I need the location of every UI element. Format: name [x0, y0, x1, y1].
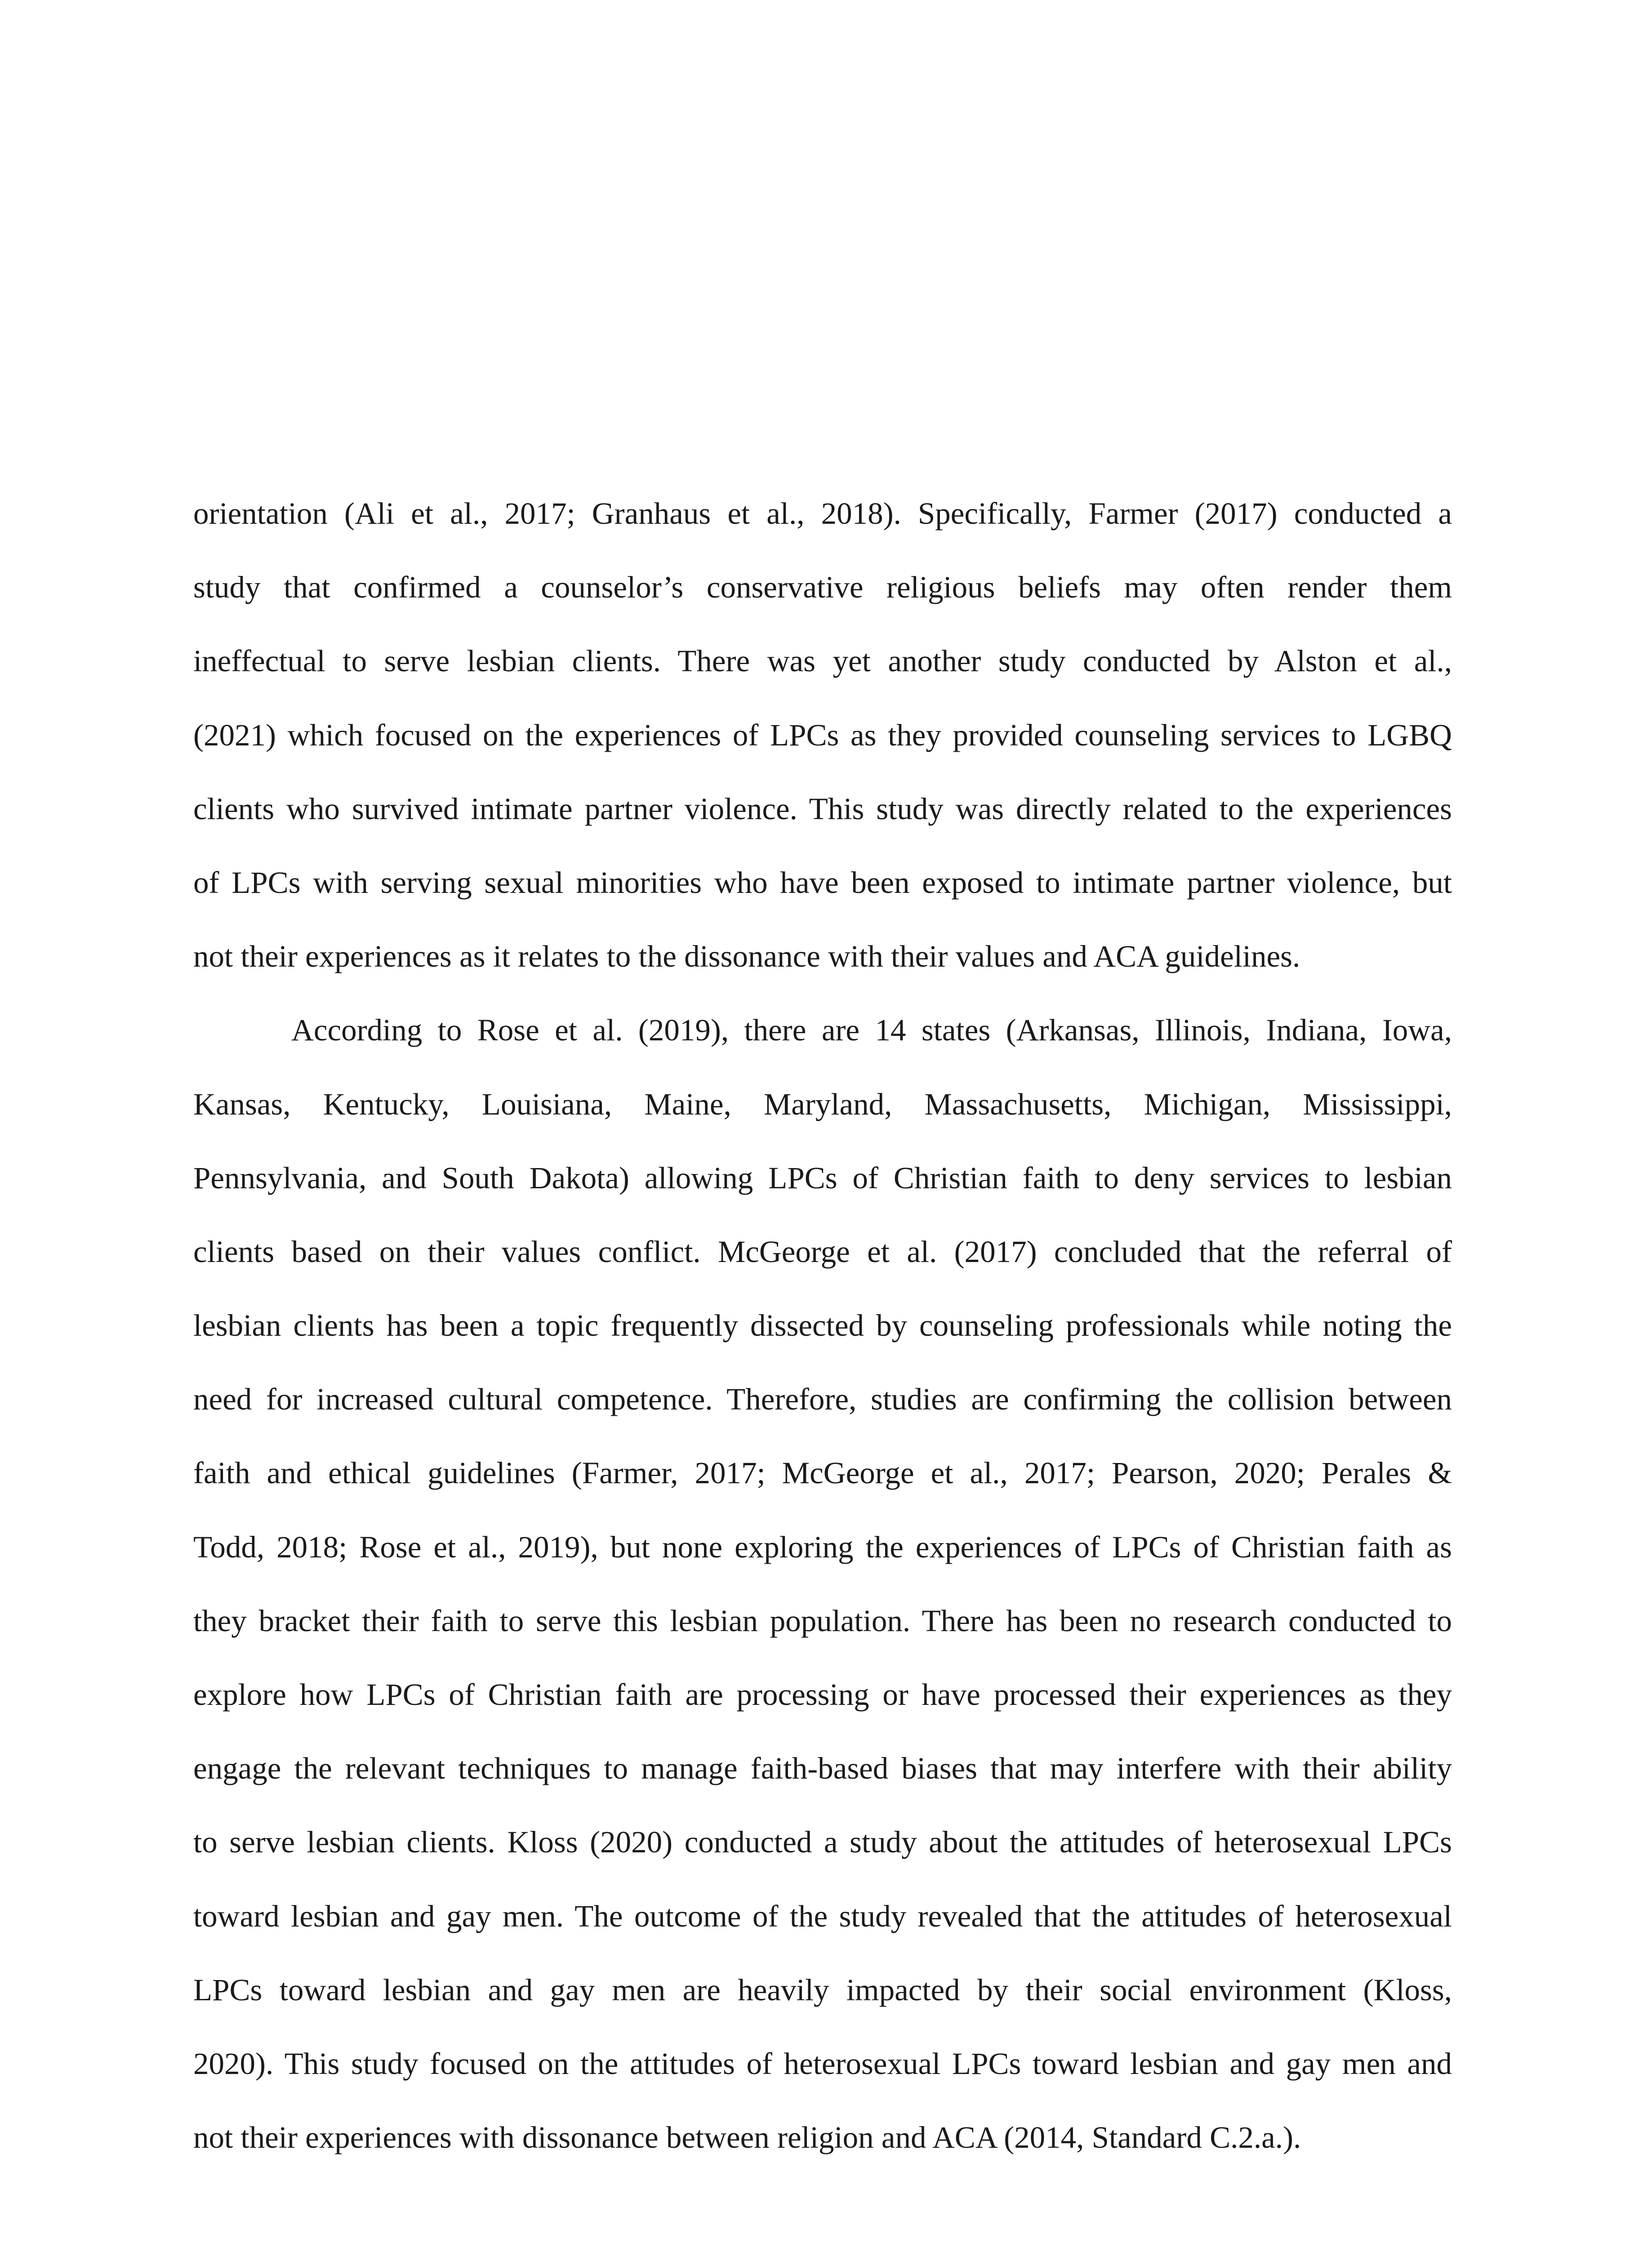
paragraph-2-line: to serve lesbian clients. Kloss (2020) conducted a study about the attitudes of heterosexual LPCs — [193, 1825, 1452, 1860]
paragraph-2-line: 2020). This study focused on the attitudes of heterosexual LPCs toward lesbian and gay men and — [193, 2046, 1452, 2081]
paragraph-2-line: clients based on their values conflict. McGeorge et al. (2017) concluded that the referral of — [193, 1234, 1452, 1269]
paragraph-2-line: explore how LPCs of Christian faith are processing or have processed their experiences as they — [193, 1677, 1452, 1712]
paragraph-2-line: Pennsylvania, and South Dakota) allowing LPCs of Christian faith to deny services to lesbian — [193, 1160, 1452, 1195]
paragraph-2-line: lesbian clients has been a topic frequently dissected by counseling professionals while noting the — [193, 1308, 1452, 1343]
paragraph-2-line: toward lesbian and gay men. The outcome of the study revealed that the attitudes of heterosexual — [193, 1899, 1452, 1933]
paragraph-1-line: not their experiences as it relates to the dissonance with their values and ACA guidelines. — [193, 939, 1300, 974]
paragraph-1-line: orientation (Ali et al., 2017; Granhaus et al., 2018). Specifically, Farmer (2017) conducted a — [193, 496, 1452, 531]
paragraph-2-line: Kansas, Kentucky, Louisiana, Maine, Maryland, Massachusetts, Michigan, Mississippi, — [193, 1087, 1452, 1121]
paragraph-1-line: (2021) which focused on the experiences of LPCs as they provided counseling services to LGBQ — [193, 718, 1452, 752]
body-text — [193, 477, 1452, 2174]
paragraph-2-line: LPCs toward lesbian and gay men are heavily impacted by their social environment (Kloss, — [193, 1972, 1452, 2007]
paragraph-2-line: faith and ethical guidelines (Farmer, 2017; McGeorge et al., 2017; Pearson, 2020; Perales & — [193, 1456, 1452, 1490]
paragraph-2-line: they bracket their faith to serve this lesbian population. There has been no research conducted to — [193, 1603, 1452, 1638]
paragraph-2-line: engage the relevant techniques to manage faith-based biases that may interfere with their ability — [193, 1751, 1452, 1786]
paragraph-2-line: need for increased cultural competence. Therefore, studies are confirming the collision between — [193, 1382, 1452, 1417]
paragraph-2-line: not their experiences with dissonance between religion and ACA (2014, Standard C.2.a.). — [193, 2120, 1301, 2155]
paragraph-1-line: clients who survived intimate partner violence. This study was directly related to the experiences — [193, 791, 1452, 826]
paragraph-2-line: Todd, 2018; Rose et al., 2019), but none exploring the experiences of LPCs of Christian faith as — [193, 1530, 1452, 1564]
paragraph-1-line: ineffectual to serve lesbian clients. There was yet another study conducted by Alston et al., — [193, 644, 1452, 678]
paragraph-1-line: study that confirmed a counselor’s conservative religious beliefs may often render them — [193, 570, 1452, 605]
paragraph-1-line: of LPCs with serving sexual minorities who have been exposed to intimate partner violence, but — [193, 865, 1452, 900]
paragraph-2-line: According to Rose et al. (2019), there are 14 states (Arkansas, Illinois, Indiana, Iowa, — [291, 1013, 1452, 1048]
